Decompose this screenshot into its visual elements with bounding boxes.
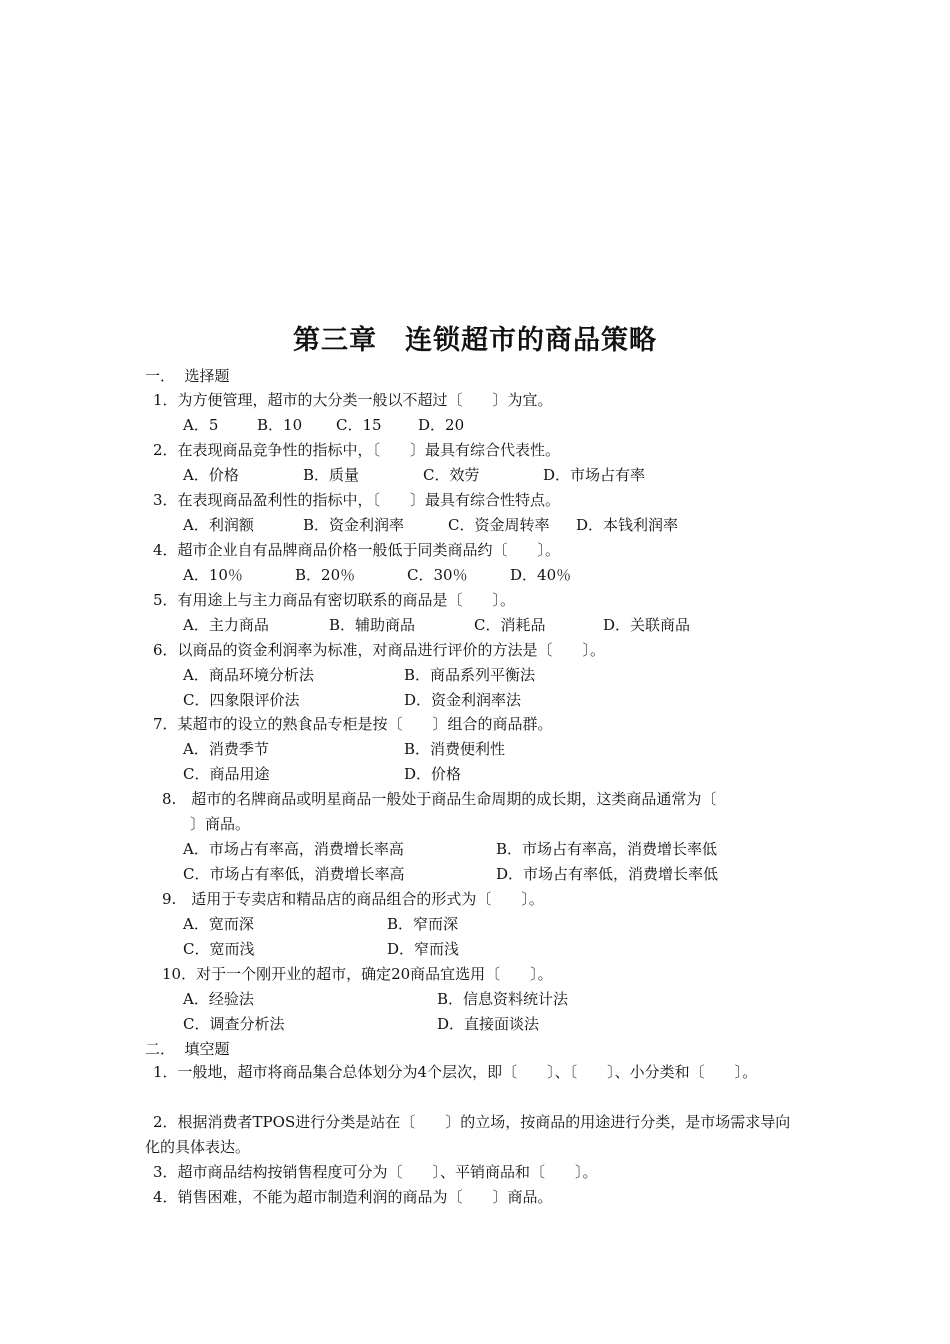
option-a: A．消费季节: [183, 740, 269, 758]
fill-question-4: 4．销售困难，不能为超市制造利润的商品为〔 〕商品。: [153, 1188, 553, 1206]
option-a: A．商品环境分析法: [183, 666, 314, 684]
option-b: B．资金利润率: [303, 516, 405, 534]
option-b: B．质量: [303, 466, 360, 484]
section-heading-fill: 二． 填空题: [145, 1040, 230, 1058]
option-c: C．15: [336, 416, 382, 434]
option-c: C．资金周转率: [448, 516, 550, 534]
page-title: 第三章 连锁超市的商品策略: [293, 325, 657, 356]
option-a: A．经验法: [183, 990, 254, 1008]
option-d: D．资金利润率法: [404, 691, 522, 709]
option-d: D．价格: [404, 765, 462, 783]
question-9: 9. 适用于专卖店和精品店的商品组合的形式为〔 〕。: [162, 890, 544, 908]
option-d: D．20: [418, 416, 465, 434]
option-b: B．商品系列平衡法: [404, 666, 536, 684]
option-a: A．5: [183, 416, 219, 434]
option-b: B．20％: [295, 566, 356, 584]
option-d: D．直接面谈法: [437, 1015, 540, 1033]
option-c: C．效劳: [423, 466, 480, 484]
fill-question-2: 2．根据消费者TPOS进行分类是站在〔 〕的立场，按商品的用途进行分类，是市场需求导向化的具体表达。: [145, 1113, 791, 1156]
option-c: C．四象限评价法: [183, 691, 300, 709]
option-a: A．宽而深: [183, 915, 254, 933]
question-8-continuation: 〕商品。: [190, 815, 251, 833]
question-3: 3．在表现商品盈利性的指标中，〔 〕最具有综合性特点。: [153, 491, 561, 509]
option-d: D．市场占有率低，消费增长率低: [496, 865, 719, 883]
question-2: 2．在表现商品竞争性的指标中，〔 〕最具有综合代表性。: [153, 441, 561, 459]
option-a: A．10％: [183, 566, 243, 584]
question-5: 5．有用途上与主力商品有密切联系的商品是〔 〕。: [153, 591, 516, 609]
question-7: 7．某超市的设立的熟食品专柜是按〔 〕组合的商品群。: [153, 715, 553, 733]
option-c: C．消耗品: [474, 616, 546, 634]
option-a: A．主力商品: [183, 616, 269, 634]
option-d: D．本钱利润率: [576, 516, 679, 534]
question-8: 8. 超市的名牌商品或明星商品一般处于商品生命周期的成长期，这类商品通常为〔: [162, 790, 717, 808]
option-d: D．窄而浅: [387, 940, 460, 958]
option-b: B．窄而深: [387, 915, 459, 933]
option-a: A．市场占有率高，消费增长率高: [183, 840, 404, 858]
option-c: C．30％: [407, 566, 468, 584]
option-b: B．信息资料统计法: [437, 990, 569, 1008]
question-4: 4．超市企业自有品牌商品价格一般低于同类商品约〔 〕。: [153, 541, 561, 559]
question-1: 1．为方便管理，超市的大分类一般以不超过〔 〕为宜。: [153, 391, 553, 409]
option-a: A．利润额: [183, 516, 254, 534]
option-d: D．关联商品: [603, 616, 691, 634]
question-6: 6．以商品的资金利润率为标准，对商品进行评价的方法是〔 〕。: [153, 641, 606, 659]
option-c: C．市场占有率低，消费增长率高: [183, 865, 405, 883]
option-b: B．10: [257, 416, 303, 434]
option-c: C．调查分析法: [183, 1015, 285, 1033]
section-heading-choice: 一． 选择题: [145, 367, 230, 385]
option-b: B．辅助商品: [329, 616, 416, 634]
option-d: D．市场占有率: [543, 466, 646, 484]
option-a: A．价格: [183, 466, 239, 484]
option-b: B．消费便利性: [404, 740, 506, 758]
option-c: C．宽而浅: [183, 940, 255, 958]
option-b: B．市场占有率高，消费增长率低: [496, 840, 718, 858]
question-10: 10．对于一个刚开业的超市，确定20商品宜选用〔 〕。: [162, 965, 553, 983]
option-c: C．商品用途: [183, 765, 270, 783]
fill-question-1: 1．一般地，超市将商品集合总体划分为4个层次，即〔 〕、〔 〕、小分类和〔 〕。: [153, 1063, 758, 1081]
fill-question-3: 3．超市商品结构按销售程度可分为〔 〕、平销商品和〔 〕。: [153, 1163, 598, 1181]
option-d: D．40％: [510, 566, 572, 584]
